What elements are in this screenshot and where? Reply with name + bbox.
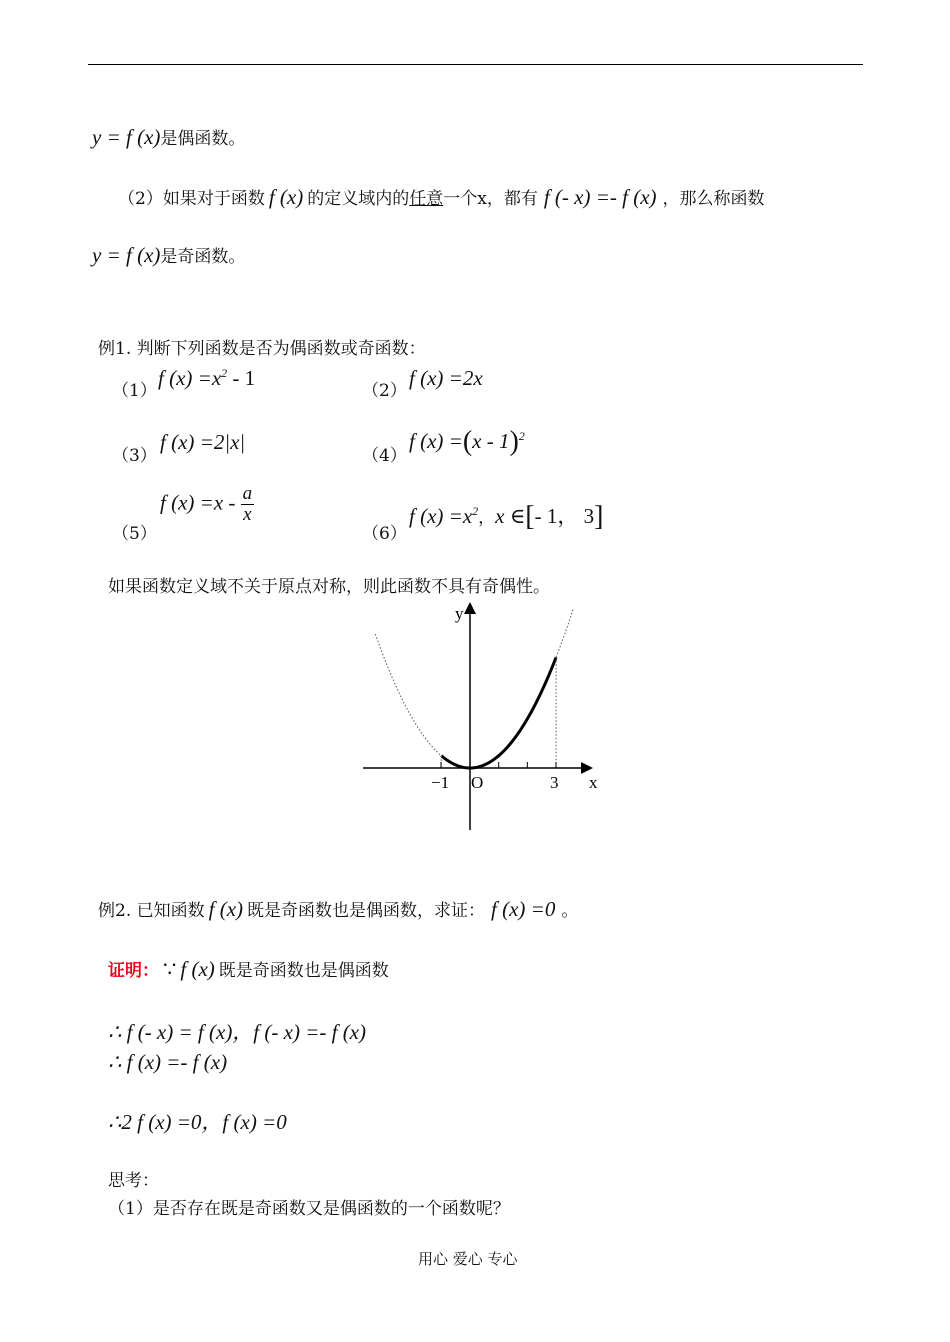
- def2-mid: 的定义域内的: [307, 189, 410, 209]
- thinking-title: 思考：: [108, 1171, 159, 1191]
- item3-number: （3）: [112, 446, 157, 466]
- def2-after: 一个x，都有: [443, 189, 538, 209]
- item3-formula: f (x) =2|x|: [160, 430, 246, 454]
- math-y-equals-fx-2: y = f (x): [92, 243, 161, 267]
- proof-step2: ∴ f (x) =- f (x): [108, 1050, 228, 1074]
- proof-label: 证明：: [108, 961, 159, 981]
- fraction-denominator: x: [243, 504, 252, 525]
- def2-underline-word: 任意: [409, 189, 444, 209]
- example1-title: 例1. 判断下列函数是否为偶函数或奇函数：: [98, 339, 426, 359]
- item4-formula: f (x) =(x - 1)$^2$: [409, 426, 525, 457]
- odd-definition-line: [118, 184, 765, 210]
- def2-fx: f (x): [268, 185, 304, 209]
- proof-line: [108, 956, 389, 982]
- even-function-line: [92, 124, 245, 150]
- example2-end: 。: [561, 901, 579, 921]
- example2-mid: 既是奇函数也是偶函数，求证：: [247, 901, 486, 921]
- tick-label-3: 3: [550, 773, 559, 792]
- parabola-graph: [355, 598, 615, 834]
- item2-number: （2）: [362, 381, 407, 401]
- parabola-segment-solid: [441, 657, 556, 768]
- item5-number: （5）: [112, 524, 157, 544]
- proof-step1: ∴ f (- x) = f (x)，f (- x) =- f (x): [108, 1020, 366, 1044]
- example2-lead: 例2. 已知函数: [98, 901, 205, 921]
- item4-number: （4）: [362, 446, 407, 466]
- even-function-text: 是偶函数。: [160, 129, 246, 149]
- y-axis-label: y: [455, 604, 464, 623]
- def2-tail: ，那么称函数: [662, 189, 765, 209]
- x-axis-label: x: [589, 773, 598, 792]
- proof-fx: f (x): [180, 957, 215, 981]
- def2-odd-equation: f (- x) =- f (x): [543, 185, 657, 209]
- example2-equation: f (x) =0: [491, 897, 556, 921]
- item1-formula: f $(x) =x^2 - 1$: [158, 366, 256, 390]
- domain-symmetry-note: 如果函数定义域不关于原点对称，则此函数不具有奇偶性。: [108, 577, 550, 597]
- proof-step3: ∴2 f (x) =0，f (x) =0: [108, 1110, 287, 1134]
- odd-function-text: 是奇函数。: [160, 247, 246, 267]
- origin-label: O: [471, 773, 484, 792]
- item1-number: （1）: [112, 381, 157, 401]
- item6-number: （6）: [362, 524, 407, 544]
- item5-formula: f (x) =x - $\frac{a}{x}$: [160, 483, 253, 525]
- header-rule: [88, 64, 863, 65]
- because-symbol: ∵: [163, 957, 177, 981]
- fraction-numerator: a: [242, 483, 253, 504]
- footer-text: 用心 爱心 专心: [418, 1250, 518, 1268]
- def2-lead: （2）如果对于函数: [118, 189, 265, 209]
- math-y-equals-fx: y = f (x): [92, 125, 161, 149]
- example2-line: [98, 896, 578, 922]
- proof-text: 既是奇函数也是偶函数: [218, 961, 389, 981]
- thinking-question1: （1）是否存在既是奇函数又是偶函数的一个函数呢？: [108, 1199, 510, 1219]
- odd-function-line: [92, 242, 245, 268]
- item2-formula: f (x) =2x: [409, 366, 483, 390]
- tick-label-minus1: −1: [431, 773, 450, 792]
- example2-fx: f (x): [208, 897, 244, 921]
- item6-formula: f $(x) =x^2$，x ∈[- 1， 3]: [409, 501, 604, 532]
